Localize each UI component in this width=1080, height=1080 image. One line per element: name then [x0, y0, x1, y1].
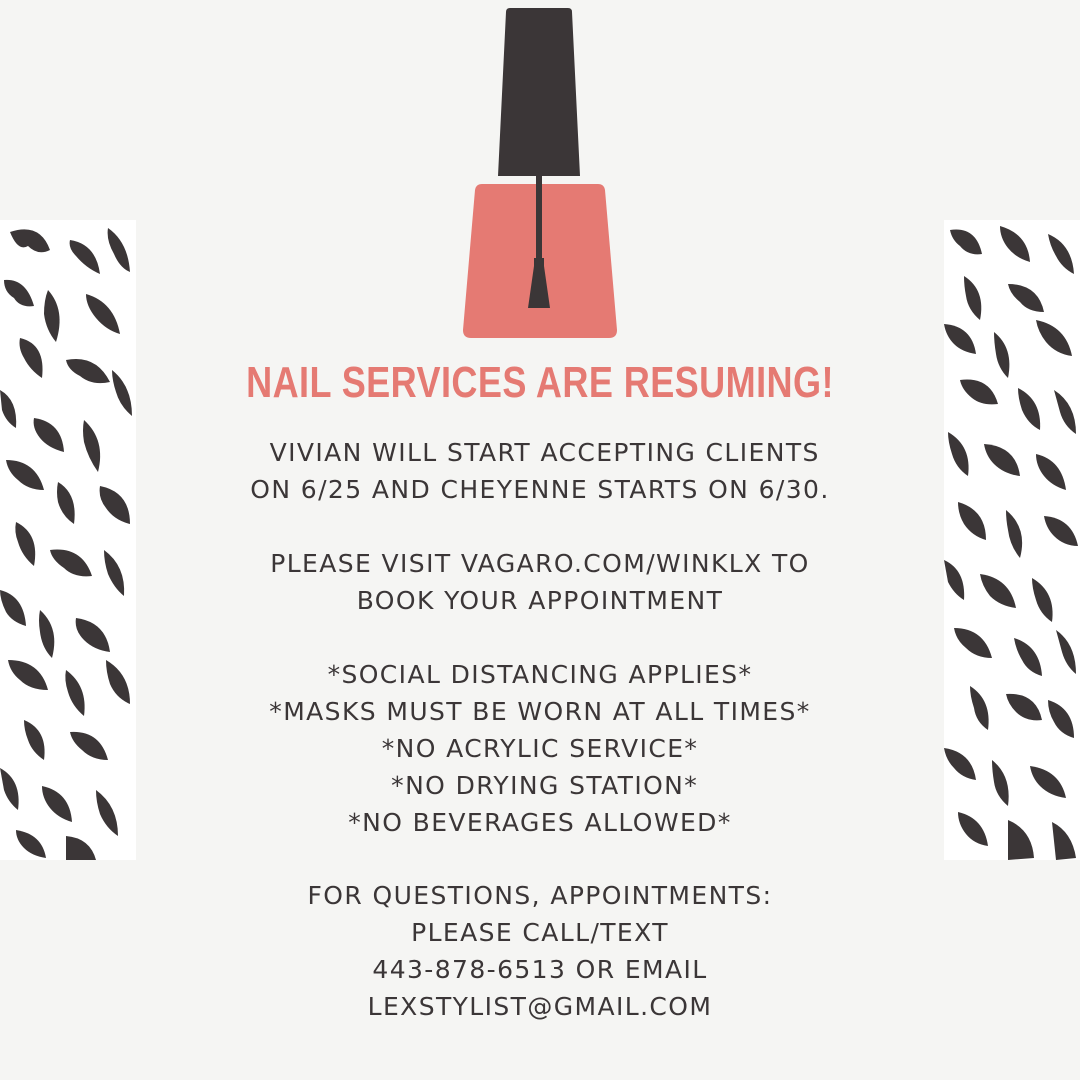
contact-line: FOR QUESTIONS, APPOINTMENTS:: [307, 881, 773, 910]
intro-text: [0, 434, 1080, 508]
brush-stem: [536, 176, 542, 262]
brush-ferrule: [534, 258, 544, 266]
rule-item: *NO DRYING STATION*: [381, 771, 699, 800]
rule-item: *NO ACRYLIC SERVICE*: [381, 734, 699, 763]
intro-line: ON 6/25 AND CHEYENNE STARTS ON 6/30.: [250, 475, 830, 504]
rule-item: *MASKS MUST BE WORN AT ALL TIMES*: [269, 697, 811, 726]
booking-line: PLEASE VISIT VAGARO.COM/WINKLX TO: [270, 549, 810, 578]
rule-item: *SOCIAL DISTANCING APPLIES*: [327, 660, 753, 689]
contact-email: LEXSTYLIST@GMAIL.COM: [367, 992, 713, 1021]
contact-line: PLEASE CALL/TEXT: [411, 918, 669, 947]
nail-polish-bottle-graphic: [462, 6, 618, 342]
bottle-cap: [498, 8, 580, 176]
contact-info: [0, 877, 1080, 1025]
nail-polish-bottle-icon: [462, 6, 618, 342]
booking-line: BOOK YOUR APPOINTMENT: [356, 586, 724, 615]
intro-line: VIVIAN WILL START ACCEPTING CLIENTS: [260, 438, 820, 467]
rule-item: *NO BEVERAGES ALLOWED*: [348, 808, 732, 837]
rules-list: [0, 656, 1080, 841]
headline: NAIL SERVICES ARE RESUMING!: [246, 358, 834, 407]
booking-text: [0, 545, 1080, 619]
contact-phone: 443-878-6513 OR EMAIL: [372, 955, 708, 984]
